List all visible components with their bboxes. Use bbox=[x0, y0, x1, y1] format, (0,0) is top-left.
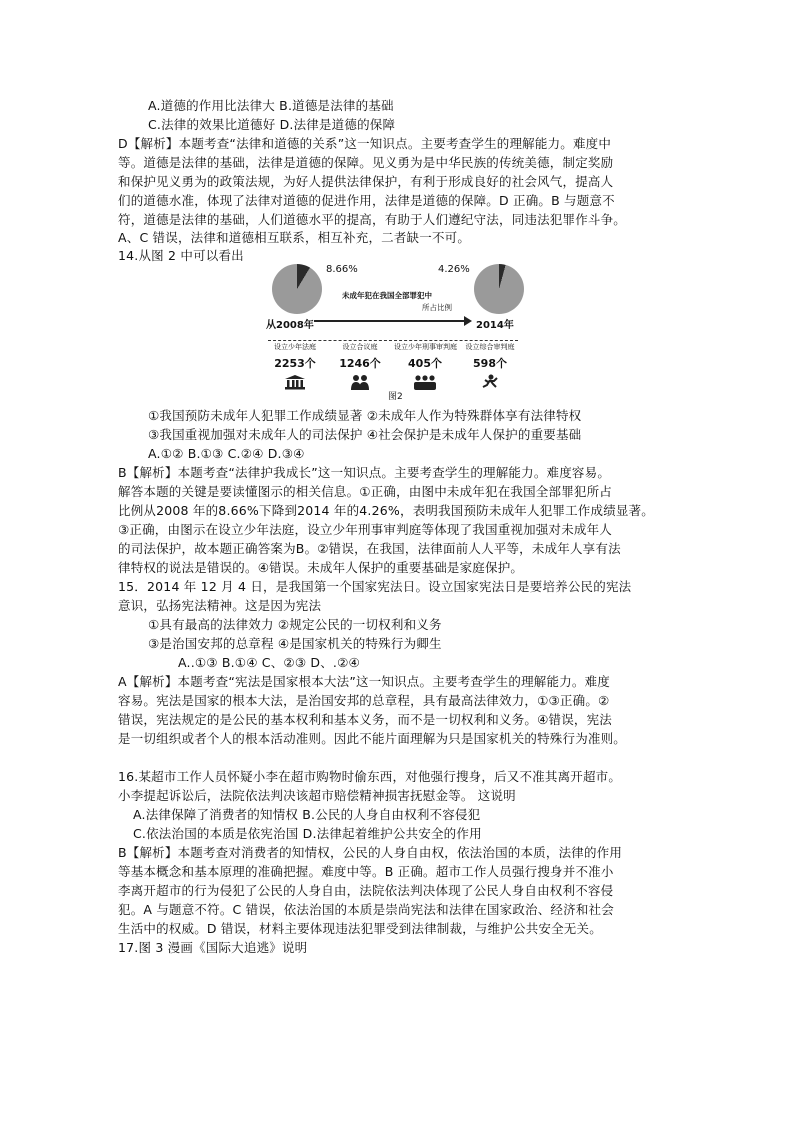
q14-analysis-line: 比例从2008 年的8.66%下降到2014 年的4.26%，表明我国预防未成年人犯罪工作成绩显著。 bbox=[118, 503, 654, 518]
stat-juvenile-criminal-tribunal bbox=[394, 342, 456, 394]
q16-analysis-line: 生活中的权威。D 错误，材料主要体现违法犯罪受到法律制裁，与维护公共安全无关。 bbox=[118, 921, 602, 936]
q13-analysis-line: D【解析】本题考查“法律和道德的关系”这一知识点。主要考查学生的理解能力。难度中 bbox=[118, 136, 612, 151]
runner-icon bbox=[479, 374, 501, 390]
q15-stem: 意识，弘扬宪法精神。这是因为宪法 bbox=[118, 598, 322, 613]
q16-options-cd: C.依法治国的本质是依宪治国 D.法律起着维护公共安全的作用 bbox=[133, 826, 482, 841]
q13-analysis-line: 和保护见义勇为的政策法规，为好人提供法律保护，有利于形成良好的社会风气，提高人 bbox=[118, 174, 614, 189]
stat-caption: 设立少年法庭 bbox=[274, 343, 316, 351]
pct-2008-label: 8.66% bbox=[326, 264, 358, 275]
q14-option-line: ③我国重视加强对未成年人的司法保护 ④社会保护是未成年人保护的重要基础 bbox=[148, 427, 582, 442]
group-icon bbox=[413, 374, 437, 390]
q15-analysis-line: A【解析】本题考查“宪法是国家根本大法”这一知识点。主要考查学生的理解能力。难度 bbox=[118, 674, 611, 689]
q14-answer-choices: A.①② B.①③ C.②④ D.③④ bbox=[148, 446, 305, 461]
q15-analysis-line: 错误，宪法规定的是公民的基本权利和基本义务，而不是一切权利和义务。④错误，宪法 bbox=[118, 712, 613, 727]
q13-analysis-line: 等。道德是法律的基础，法律是道德的保障。见义勇为是中华民族的传统美德，制定奖励 bbox=[118, 155, 614, 170]
q14-option-line: ①我国预防未成年人犯罪工作成绩显著 ②未成年人作为特殊群体享有法律特权 bbox=[148, 408, 582, 423]
pie-chart-2014 bbox=[474, 264, 524, 314]
q15-stem: 15．2014 年 12 月 4 日，是我国第一个国家宪法日。设立国家宪法日是要培养公民的宪法 bbox=[118, 579, 632, 594]
q15-option-line: ①具有最高的法律效力 ②规定公民的一切权利和义务 bbox=[148, 617, 442, 632]
center-sub: 所占比例 bbox=[422, 303, 452, 312]
stat-caption: 设立少年刑事审判庭 bbox=[394, 343, 457, 351]
stat-value: 405个 bbox=[408, 357, 442, 370]
q13-analysis-line: 们的道德水准，体现了法律对道德的促进作用，法律是道德的保障。D 正确。B 与题意不 bbox=[118, 193, 615, 208]
q15-analysis-line: 是一切组织或者个人的根本活动准则。因此不能片面理解为只是国家机关的特殊行为准则。 bbox=[118, 731, 627, 746]
q16-analysis-line: 李离开超市的行为侵犯了公民的人身自由，法院依法判决体现了公民人身自由权利不容侵 bbox=[118, 883, 614, 898]
q16-stem: 小李提起诉讼后，法院依法判决该超市赔偿精神损害抚慰金等。 这说明 bbox=[118, 788, 516, 803]
pie-chart-2008 bbox=[272, 264, 322, 314]
q16-options-ab: A.法律保障了消费者的知情权 B.公民的人身自由权利不容侵犯 bbox=[133, 807, 481, 822]
year-to-label: 2014年 bbox=[476, 320, 514, 331]
pct-2014-label: 4.26% bbox=[438, 264, 470, 275]
q14-analysis-line: B【解析】本题考查“法律护我成长”这一知识点。主要考查学生的理解能力。难度容易。 bbox=[118, 465, 611, 480]
q14-analysis-line: 的司法保护，故本题正确答案为B。②错误，在我国，法律面前人人平等，未成年人享有法 bbox=[118, 541, 621, 556]
stat-caption: 设立合议庭 bbox=[342, 343, 378, 351]
q14-analysis-line: 律特权的说法是错误的。④错误。未成年人保护的重要基础是家庭保护。 bbox=[118, 560, 524, 575]
q13-analysis-line: 符，道德是法律的基础，人们道德水平的提高，有助于人们遵纪守法，同违法犯罪作斗争。 bbox=[118, 212, 627, 227]
q13-options-cd: C.法律的效果比道德好 D.法律是道德的保障 bbox=[148, 117, 396, 132]
stat-collegial-panel bbox=[329, 342, 391, 394]
stat-value: 598个 bbox=[473, 357, 507, 370]
q17-stem: 17.图 3 漫画《国际大追逃》说明 bbox=[118, 940, 308, 955]
stat-comprehensive-tribunal bbox=[459, 342, 521, 394]
courthouse-icon bbox=[284, 374, 306, 390]
divider-line bbox=[268, 340, 518, 341]
figure-2 bbox=[262, 258, 532, 402]
people-icon bbox=[349, 374, 371, 390]
stat-juvenile-court bbox=[264, 342, 326, 394]
stat-caption: 设立综合审判庭 bbox=[465, 343, 515, 351]
q13-analysis-line: A、C 错误，法律和道德相互联系，相互补充，二者缺一不可。 bbox=[118, 230, 471, 245]
center-text: 未成年犯在我国全部罪犯中 bbox=[342, 291, 432, 300]
figure-caption: 图2 bbox=[388, 392, 403, 402]
q15-option-line: ③是治国安邦的总章程 ④是国家机关的特殊行为卿生 bbox=[148, 636, 442, 651]
q14-analysis-line: 解答本题的关键是要读懂图示的相关信息。①正确，由图中未成年犯在我国全部罪犯所占 bbox=[118, 484, 613, 499]
q16-analysis-line: 犯。A 与题意不符。C 错误，依法治国的本质是崇尚宪法和法律在国家政治、经济和社会 bbox=[118, 902, 614, 917]
stat-value: 2253个 bbox=[274, 357, 316, 370]
q16-analysis-line: B【解析】本题考查对消费者的知情权，公民的人身自由权，依法治国的本质，法律的作用 bbox=[118, 845, 623, 860]
trend-arrow-line bbox=[314, 320, 466, 322]
year-from-label: 从2008年 bbox=[266, 320, 314, 331]
q15-analysis-line: 容易。宪法是国家的根本大法，是治国安邦的总章程，具有最高法律效力，①③正确。② bbox=[118, 693, 610, 708]
q13-options-ab: A.道德的作用比法律大 B.道德是法律的基础 bbox=[148, 98, 394, 113]
q16-analysis-line: 等基本概念和基本原理的准确把握。难度中等。B 正确。超市工作人员强行搜身并不准小 bbox=[118, 864, 614, 879]
q16-stem: 16.某超市工作人员怀疑小李在超市购物时偷东西，对他强行搜身，后又不准其离开超市。 bbox=[118, 769, 622, 784]
stat-value: 1246个 bbox=[339, 357, 381, 370]
trend-arrow-head bbox=[464, 316, 472, 326]
q14-stem: 14.从图 2 中可以看出 bbox=[118, 248, 244, 263]
q14-analysis-line: ③正确，由图示在设立少年法庭，设立少年刑事审判庭等体现了我国重视加强对未成年人 bbox=[118, 522, 613, 537]
q15-answer-choices: A..①③ B.①④ C、②③ D、.②④ bbox=[178, 655, 360, 670]
